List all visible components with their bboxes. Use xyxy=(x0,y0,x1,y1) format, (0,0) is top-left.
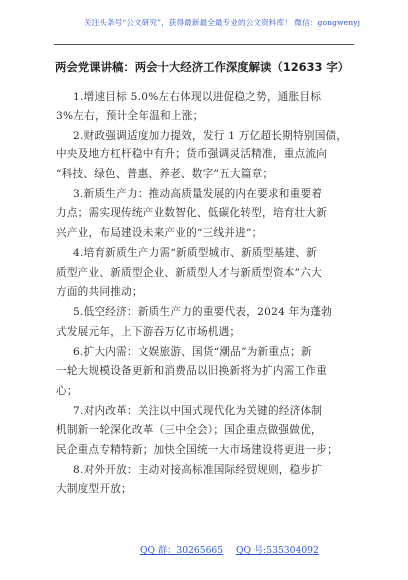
body-line: 方面的共同推动； xyxy=(56,286,143,298)
body-line: 机制新一轮深化改革（三中全会）；国企重点做强做优， xyxy=(56,424,322,436)
body-line: 民企重点专精特新；加快全国统一大市场建设将更进一步； xyxy=(56,444,338,456)
body-line: 8.对外开放：主动对接高标准国际经贸规则，稳步扩 xyxy=(73,464,323,476)
body-line: 3.新质生产力：推动高质量发展的内在要求和重要着 xyxy=(73,188,323,200)
page-footer xyxy=(0,542,408,556)
body-line: 力点；需实现传统产业数智化、低碳化转型，培育壮大新 xyxy=(56,207,328,219)
body-line: 1.增速目标 5.0%左右体现以进促稳之势，通胀目标 xyxy=(73,91,322,103)
body-line: 中央及地方杠杆稳中有升；货币强调灵活精准，重点流向 xyxy=(56,148,328,160)
body-line: 5.低空经济：新质生产力的重要代表，2024 年为蓬勃 xyxy=(73,306,333,318)
body-line: 心； xyxy=(56,385,78,397)
body-line: 2.财政强调适度加力提效，发行 1 万亿超长期特别国债， xyxy=(73,130,348,142)
qq-group-link[interactable]: QQ 群：30265665 xyxy=(140,545,224,556)
body-line: 3%左右，预计全年温和上涨； xyxy=(56,110,204,122)
header-divider xyxy=(54,44,354,45)
body-line: 6.扩大内需：文娱旅游、国货“潮品”为新重点；新 xyxy=(73,346,312,358)
body-line: 7.对内改革：关注以中国式现代化为关键的经济体制 xyxy=(73,405,323,417)
body-line: 4.培育新质生产力需“新质型城市、新质型基建、新 xyxy=(73,247,317,259)
body-line: “科技、绿色、普惠、养老、数字”五大篇章； xyxy=(56,168,274,180)
body-line: 大制度型开放； xyxy=(56,483,132,495)
header-banner[interactable]: 关注头条号“公文研究”，获得最新最全最专业的公文资料库！ 微信：gongwenyj xyxy=(83,18,361,27)
qq-number-link[interactable]: QQ 号:535304092 xyxy=(236,545,319,556)
document-title: 两会党课讲稿：两会十大经济工作深度解读（12633 字） xyxy=(55,60,350,74)
body-line: 式发展元年，上下游吞万亿市场机遇； xyxy=(56,326,241,338)
body-line: 兴产业，布局建设未来产业的“三线并进”； xyxy=(56,227,263,239)
body-line: 质型产业、新质型企业、新质型人才与新质型资本”六大 xyxy=(56,267,322,279)
body-line: 一轮大规模设备更新和消费品以旧换新将为扩内需工作重 xyxy=(56,365,328,377)
